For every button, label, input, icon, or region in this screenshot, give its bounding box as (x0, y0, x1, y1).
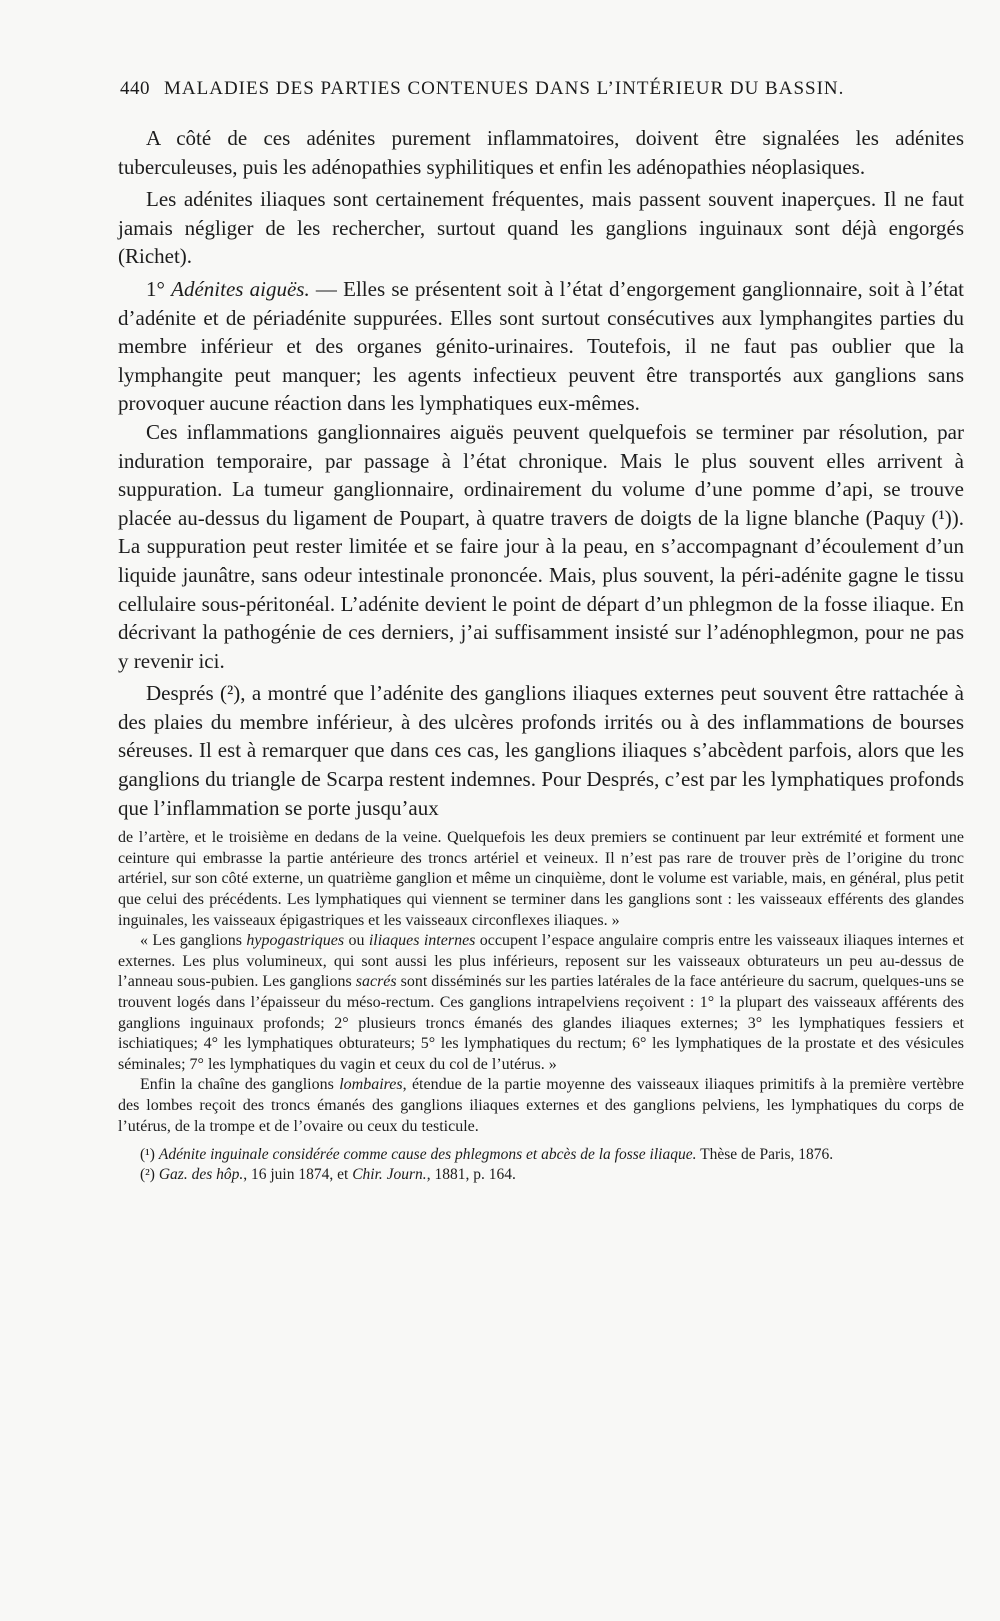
footnote-text: , 16 juin 1874, et (243, 1166, 353, 1184)
paragraph-inflammations: Ces inflammations ganglionnaires aiguës peuvent quelquefois se terminer par résolution, par induration temporaire, par passage à l’état chronique. Mais le plus souvent elles arrivent à suppuration. La tumeur ganglionnaire, ordinairement du volume d’une pomme d’api, se trouve placée au-dessus du ligament de Poupart, à quatre travers de doigts de la ligne blanche (Paquy (¹)). La suppuration peut rester limitée et se faire jour à la peau, en s’accompagnant d’écoulement d’un liquide jaunâtre, sans odeur intestinale prononcée. Mais, plus souvent, la péri-adénite gagne le tissu cellulaire sous-péritonéal. L’adénite devient le point de départ d’un phlegmon de la fosse iliaque. En décrivant la pathogénie de ces derniers, j’ai suffisamment insisté sur l’adénophlegmon, pour ne pas y revenir ici. (118, 419, 964, 673)
quote-text: Enfin la chaîne des ganglions (140, 1076, 340, 1094)
paragraph-iliac-adenitis: Les adénites iliaques sont certainement fréquentes, mais passent souvent inaperçues. Il ne faut jamais négliger de les rechercher, surtout quand les ganglions inguinaux sont déjà engorgés (Richet). (118, 187, 964, 269)
quote-text: ou (344, 932, 369, 950)
quote-text: , étendue de la partie moyenne des vaisseaux iliaques primitifs à la première vertèbre des lombes reçoit des troncs émanés des ganglions iliaques externes et des ganglions pelviens, les lymphatiques du corps de l’utérus, de la trompe et de l’ovaire ou ceux du testicule. (118, 1076, 965, 1135)
footnote-text: Thèse de Paris, 1876. (696, 1146, 834, 1164)
footnotes (118, 1145, 964, 1185)
quote-italic-term: iliaques internes (368, 932, 476, 950)
quote-paragraph-2 (118, 931, 964, 1075)
footnote-title: Adénite inguinale considérée comme cause des phlegmons et abcès de la fosse iliaque. (158, 1146, 697, 1164)
page-body (118, 124, 964, 1185)
quote-text: occupent l’espace angulaire compris entre les vaisseaux iliaques internes et externes. Les plus volumineux, qui sont aussi les plus inférieurs, reposent sur les vaisseaux obturateurs un peu au-dessus de l’anneau sous-pubien. Les ganglions (118, 932, 965, 991)
footnote-marker: (¹) (140, 1146, 159, 1164)
footnote-2 (118, 1165, 964, 1185)
quote-text: sont disséminés sur les parties latérales de la face antérieure du sacrum, quelques-uns se trouvent logés dans l’épaisseur du méso-rectum. Ces ganglions intrapelviens reçoivent : 1° la plupart des vaisseaux afférents des ganglions inguinaux profonds; 2° plusieurs troncs émanés des glandes iliaques externes; 3° les lymphatiques fessiers et ischiatiques; 4° les lymphatiques obturateurs; 5° les lymphatiques du rectum; 6° les lymphatiques de la prostate et des vésicules séminales; 7° les lymphatiques du vagin et ceux du col de l’utérus. » (118, 973, 964, 1073)
quote-paragraph-3 (118, 1075, 964, 1137)
paragraph-despres: Després (²), a montré que l’adénite des ganglions iliaques externes peut souvent être rattachée à des plaies du membre inférieur, à des ulcères profonds irrités ou à des inflammations de bourses séreuses. Il est à remarquer que dans ces cas, les ganglions iliaques s’abcèdent parfois, alors que les ganglions du triangle de Scarpa restent indemnes. Pour Després, c’est par les lymphatiques profonds que l’inflammation se porte jusqu’aux (118, 681, 964, 820)
page-number: 440 (120, 78, 150, 99)
running-header (120, 78, 920, 100)
paragraph-acute-adenitis (118, 275, 964, 418)
paragraph-acute-text: Elles se présentent soit à l’état d’engorgement ganglionnaire, soit à l’état d’adénite et de périadénite suppurées. Elles sont surtout consécutives aux lymphangites parties du membre inférieur et des organes génito-urinaires. Toutefois, il ne faut pas oublier que la lymphangite peut manquer; les agents infectieux peuvent être transportés aux ganglions sans provoquer aucune réaction dans les lymphatiques eux-mêmes. (118, 276, 965, 416)
quote-text: « Les ganglions (140, 932, 247, 950)
footnote-source: Chir. Journ. (352, 1166, 427, 1184)
footnote-text: , 1881, p. 164. (426, 1166, 516, 1184)
paragraph-intro: A côté de ces adénites purement inflammatoires, doivent être signalées les adénites tuberculeuses, puis les adénopathies syphilitiques et enfin les adénopathies néoplasiques. (118, 126, 964, 179)
quote-italic-term: hypogastriques (246, 932, 345, 950)
quote-italic-term: sacrés (355, 973, 397, 991)
quoted-passage (118, 828, 964, 1137)
running-title: MALADIES DES PARTIES CONTENUES DANS L’INTÉRIEUR DU BASSIN. (164, 78, 845, 99)
quote-italic-term: lombaires (339, 1076, 403, 1094)
heading-dash: — (309, 276, 344, 301)
footnote-marker: (²) (140, 1166, 159, 1184)
main-text (118, 124, 964, 822)
section-heading: Adénites aiguës. (171, 276, 310, 301)
footnote-1 (118, 1145, 964, 1165)
quote-paragraph-1: de l’artère, et le troisième en dedans de la veine. Quelquefois les deux premiers se continuent par leur extrémité et forment une ceinture qui embrasse la partie antérieure des troncs artériel et veineux. Il n’est pas rare de trouver près de l’origine du tronc artériel, sur son côté externe, un quatrième ganglion et même un cinquième, dont le volume est variable, mais, en général, plus petit que celui des précédents. Les lymphatiques qui viennent se terminer dans les ganglions sont : les vaisseaux efférents des glandes inguinales, les vaisseaux épigastriques et les vaisseaux circonflexes iliaques. » (118, 829, 964, 929)
footnote-source: Gaz. des hôp. (158, 1166, 244, 1184)
section-number: 1° (146, 276, 165, 301)
